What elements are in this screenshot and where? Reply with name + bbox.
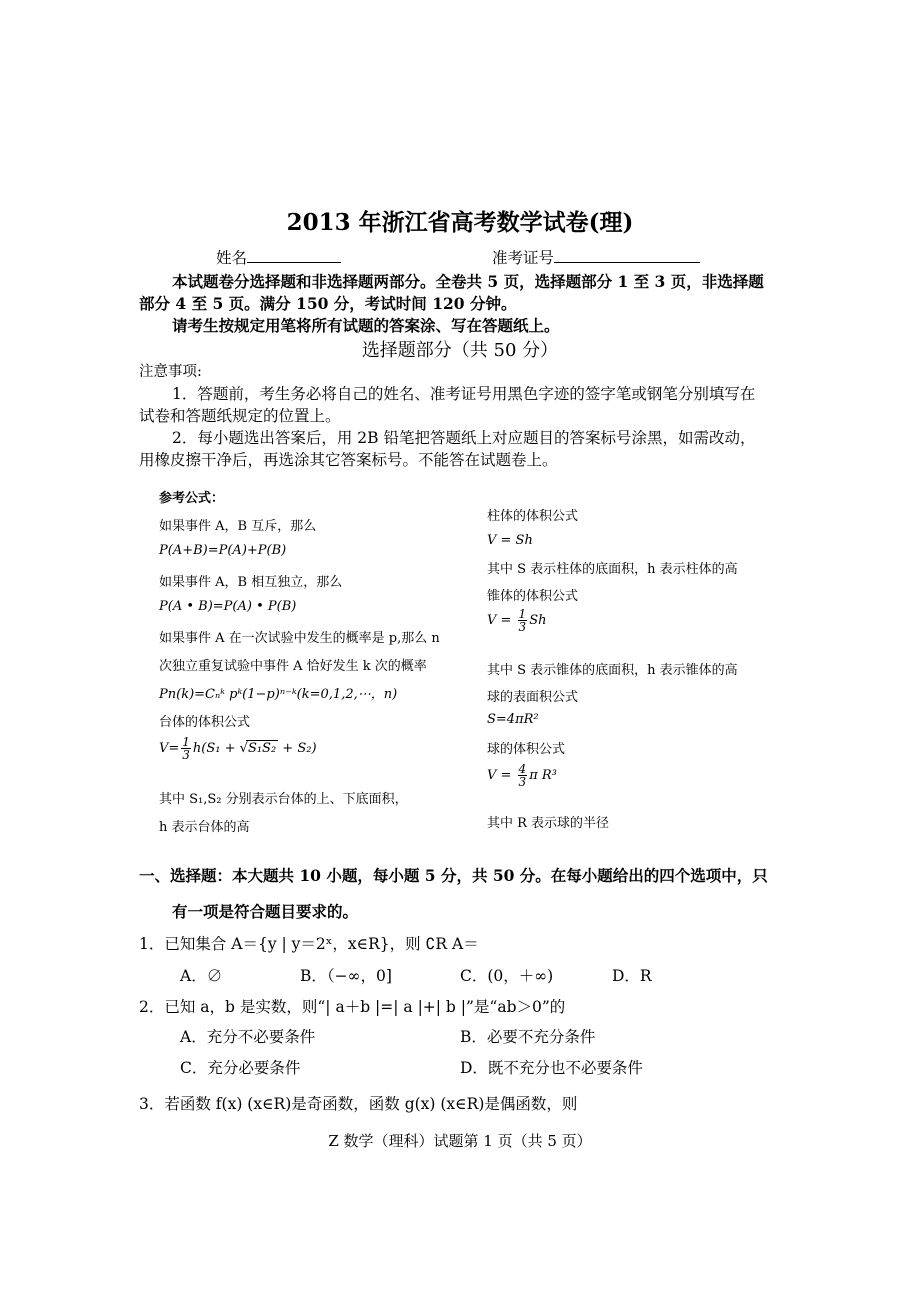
- intro-line-3: 请考生按规定用笔将所有试题的答案涂、写在答题纸上。: [172, 316, 560, 335]
- cone-post: Sh: [529, 613, 547, 628]
- sphere-fraction: [518, 763, 528, 788]
- part1-heading-b: 有一项是符合题目要求的。: [172, 902, 359, 921]
- formula-right-6: 其中 S 表示锥体的底面积，h 表示锥体的高: [487, 663, 738, 678]
- formula-frustum: [159, 736, 317, 761]
- sqrt-sign: √: [239, 741, 248, 756]
- formula-left-3: 如果事件 A，B 相互独立，那么: [159, 575, 343, 590]
- frustum-sqrt: S₁S₂: [247, 741, 277, 756]
- name-field: [216, 246, 341, 268]
- frustum-den: 3: [182, 748, 190, 762]
- cone-num: 1: [518, 607, 527, 621]
- question-3: 3．若函数 f(x) (x∈R)是奇函数，函数 g(x) (x∈R)是偶函数，则: [139, 1095, 578, 1113]
- formula-sphere: [487, 763, 557, 788]
- formula-right-4: 锥体的体积公式: [487, 589, 579, 604]
- formula-left-4: P(A • B)=P(A) • P(B): [159, 599, 297, 614]
- formula-right-2: V = Sh: [487, 533, 533, 548]
- q1-option-d: D．R: [612, 967, 652, 985]
- frustum-fraction: [181, 736, 191, 761]
- page-footer: Z 数学（理科）试题第 1 页（共 5 页）: [328, 1132, 592, 1150]
- formula-right-9: 球的体积公式: [487, 742, 566, 757]
- sphere-v: V =: [487, 768, 516, 783]
- q2-option-c: C．充分必要条件: [180, 1059, 301, 1077]
- q1-option-c: C．(0，＋∞): [460, 967, 554, 985]
- q2-option-a: A．充分不必要条件: [180, 1028, 316, 1046]
- formula-left-7: Pn(k)=Cₙᵏ pᵏ(1−p)ⁿ⁻ᵏ(k=0,1,2,⋯，n): [159, 687, 398, 702]
- sphere-num: 4: [518, 762, 527, 776]
- formula-left-10: 其中 S₁,S₂ 分别表示台体的上、下底面积，: [159, 792, 408, 807]
- formulas-title: 参考公式：: [159, 491, 225, 506]
- frustum-a: h(S₁ +: [192, 741, 240, 756]
- frustum-num: 1: [182, 735, 190, 749]
- q2-option-b: B．必要不充分条件: [460, 1028, 596, 1046]
- formula-left-8: 台体的体积公式: [159, 715, 251, 730]
- question-2: 2．已知 a，b 是实数，则“| a＋b |=| a |+| b |”是“ab＞0”的: [139, 998, 566, 1016]
- q2-option-d: D．既不充分也不必要条件: [460, 1059, 643, 1077]
- formula-left-2: P(A+B)=P(A)+P(B): [159, 543, 287, 558]
- question-1: 1．已知集合 A＝{y | y＝2ˣ，x∈R}，则 ∁R A＝: [139, 935, 479, 953]
- formula-right-11: 其中 R 表示球的半径: [487, 816, 610, 831]
- id-field: [492, 246, 700, 268]
- formula-left-6: 次独立重复试验中事件 A 恰好发生 k 次的概率: [159, 659, 427, 674]
- name-label: 姓名: [216, 249, 248, 267]
- section-title: 选择题部分（共 50 分）: [361, 340, 559, 361]
- cone-den: 3: [518, 620, 527, 634]
- id-label: 准考证号: [492, 249, 555, 267]
- formula-right-3: 其中 S 表示柱体的底面积，h 表示柱体的高: [487, 562, 738, 577]
- formula-right-7: 球的表面积公式: [487, 690, 579, 705]
- note-2a: 2．每小题选出答案后，用 2B 铅笔把答题纸上对应题目的答案标号涂黑，如需改动，: [172, 429, 756, 447]
- sphere-post: π R³: [529, 768, 557, 783]
- page-title: 2013 年浙江省高考数学试卷(理): [286, 209, 634, 236]
- name-blank: [247, 248, 341, 263]
- part1-heading-a: 一、选择题：本大题共 10 小题，每小题 5 分，共 50 分。在每小题给出的四个选项中，只: [139, 866, 768, 885]
- notes-title: 注意事项:: [139, 364, 202, 380]
- cone-v: V =: [487, 613, 516, 628]
- intro-line-2: 部分 4 至 5 页。满分 150 分，考试时间 120 分钟。: [139, 294, 517, 313]
- formula-left-5: 如果事件 A 在一次试验中发生的概率是 p,那么 n: [159, 631, 440, 646]
- formula-cone: [487, 608, 546, 633]
- formula-left-11: h 表示台体的高: [159, 820, 250, 835]
- cone-fraction: [518, 608, 528, 633]
- note-1a: 1．答题前，考生务必将自己的姓名、准考证号用黑色字迹的签字笔或钢笔分别填写在: [172, 385, 756, 403]
- formula-left-1: 如果事件 A，B 互斥，那么: [159, 519, 317, 534]
- frustum-b: + S₂): [278, 741, 317, 756]
- sphere-den: 3: [518, 775, 527, 789]
- note-2b: 用橡皮擦干净后，再选涂其它答案标号。不能答在试题卷上。: [139, 451, 558, 469]
- formula-right-8: S=4πR²: [487, 712, 539, 727]
- frustum-v: V=: [159, 741, 180, 756]
- q1-option-a: A．∅: [180, 967, 223, 985]
- intro-line-1: 本试题卷分选择题和非选择题两部分。全卷共 5 页，选择题部分 1 至 3 页，非选择题: [172, 272, 764, 291]
- note-1b: 试卷和答题纸规定的位置上。: [139, 407, 341, 425]
- id-blank: [554, 248, 700, 263]
- q1-option-b: B．（−∞，0]: [300, 967, 392, 985]
- formula-right-1: 柱体的体积公式: [487, 509, 579, 524]
